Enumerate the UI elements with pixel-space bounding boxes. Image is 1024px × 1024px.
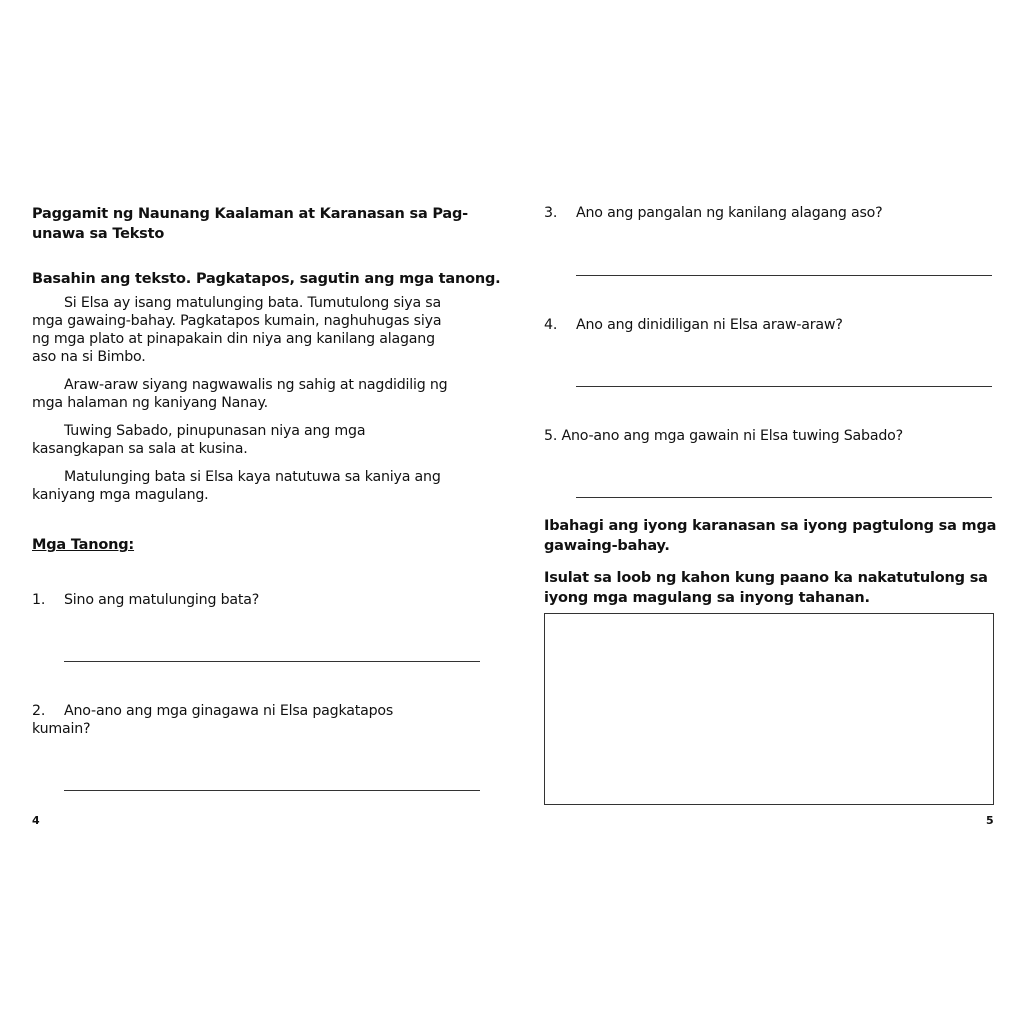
- question-text: Sino ang matulunging bata?: [64, 592, 260, 608]
- question-1: [32, 591, 259, 609]
- story-paragraph-2: [32, 376, 447, 412]
- story-line: Tuwing Sabado, pinupunasan niya ang mga: [64, 423, 366, 439]
- story-paragraph-4: [32, 468, 441, 504]
- section-title: [32, 204, 468, 244]
- answer-line-1[interactable]: [64, 661, 480, 662]
- question-text: Ano-ano ang mga gawain ni Elsa tuwing Sabado?: [561, 428, 903, 444]
- question-number: 5.: [544, 428, 558, 444]
- share-heading-line-2: gawaing-bahay.: [544, 538, 670, 554]
- answer-line-3[interactable]: [576, 275, 992, 276]
- share-heading-line-1: Ibahagi ang iyong karanasan sa iyong pagtulong sa mga: [544, 518, 997, 534]
- page-number-left: 4: [32, 814, 40, 827]
- story-line: Matulunging bata si Elsa kaya natutuwa sa kaniya ang: [64, 469, 441, 485]
- question-4: [544, 316, 843, 334]
- story-line: Si Elsa ay isang matulunging bata. Tumutulong siya sa: [64, 295, 441, 311]
- answer-box[interactable]: [544, 613, 994, 805]
- story-line: mga halaman ng kaniyang Nanay.: [32, 395, 268, 411]
- box-instruction-line-2: iyong mga magulang sa inyong tahanan.: [544, 590, 870, 606]
- box-instruction: [544, 568, 988, 608]
- reading-instruction: Basahin ang teksto. Pagkatapos, sagutin ang mga tanong.: [32, 271, 501, 287]
- story-paragraph-3: [32, 422, 365, 458]
- story-line: kaniyang mga magulang.: [32, 487, 209, 503]
- share-heading: [544, 516, 996, 556]
- story-line: mga gawaing-bahay. Pagkatapos kumain, naghuhugas siya: [32, 313, 442, 329]
- question-number: 3.: [544, 205, 558, 221]
- questions-heading: Mga Tanong:: [32, 537, 135, 553]
- story-line: aso na si Bimbo.: [32, 349, 146, 365]
- question-text: Ano-ano ang mga ginagawa ni Elsa pagkatapos: [64, 703, 394, 719]
- question-3: [544, 204, 883, 222]
- section-title-line-2: unawa sa Teksto: [32, 226, 165, 242]
- story-line: Araw-araw siyang nagwawalis ng sahig at nagdidilig ng: [64, 377, 448, 393]
- question-number: 2.: [32, 703, 46, 719]
- answer-line-2[interactable]: [64, 790, 480, 791]
- box-instruction-line-1: Isulat sa loob ng kahon kung paano ka nakatutulong sa: [544, 570, 988, 586]
- answer-line-4[interactable]: [576, 386, 992, 387]
- question-5: [544, 427, 903, 445]
- section-title-line-1: Paggamit ng Naunang Kaalaman at Karanasan sa Pag-: [32, 206, 468, 222]
- answer-line-5[interactable]: [576, 497, 992, 498]
- question-number: 4.: [544, 317, 558, 333]
- story-line: ng mga plato at pinapakain din niya ang kanilang alagang: [32, 331, 435, 347]
- page-number-right: 5: [986, 814, 994, 827]
- question-text: Ano ang pangalan ng kanilang alagang aso?: [576, 205, 883, 221]
- story-paragraph-1: [32, 294, 441, 366]
- question-number: 1.: [32, 592, 46, 608]
- question-text: Ano ang dinidiligan ni Elsa araw-araw?: [576, 317, 843, 333]
- question-text-continued: kumain?: [32, 721, 91, 737]
- question-2: [32, 702, 393, 738]
- story-line: kasangkapan sa sala at kusina.: [32, 441, 248, 457]
